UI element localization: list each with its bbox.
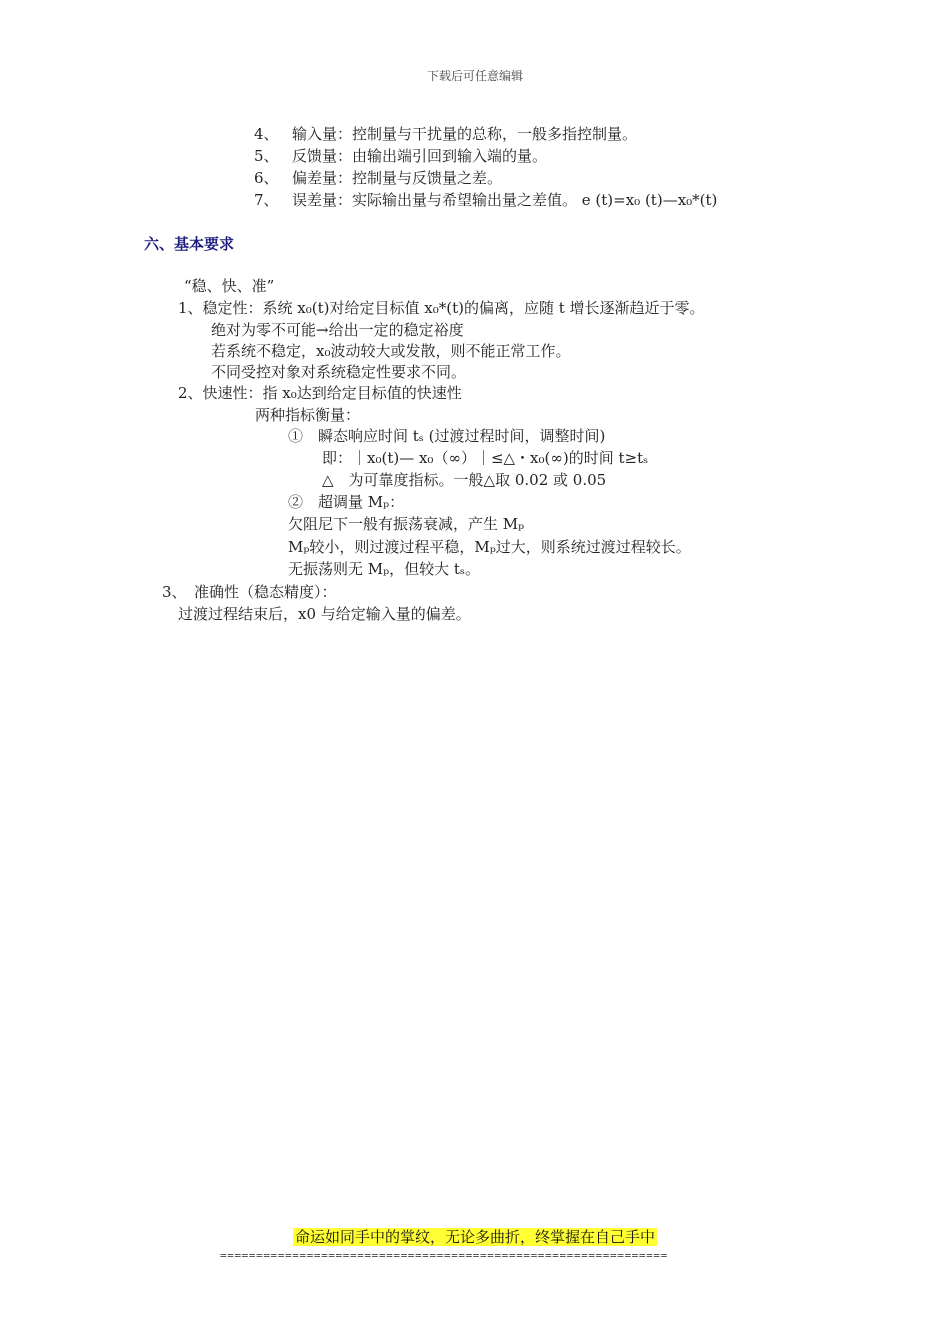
definition-item: 7、 误差量：实际输出量与希望输出量之差值。 e (t)=x₀ (t)—x₀*(t) (254, 191, 718, 209)
footer-rule: ============================================================== (220, 1249, 668, 1262)
text-line: ② 超调量 Mₚ： (288, 493, 405, 511)
footer-motto: 命运如同手中的掌纹，无论多曲折，终掌握在自己手中 (294, 1228, 655, 1246)
definition-item: 4、 输入量：控制量与干扰量的总称，一般多指控制量。 (254, 125, 638, 143)
text-line: 若系统不稳定，x₀波动较大或发散，则不能正常工作。 (211, 342, 571, 360)
text-line: 即：｜x₀(t)— x₀（∞）｜≤△・x₀(∞)的时间 t≥tₛ (322, 449, 649, 467)
text-line: 2、快速性：指 x₀达到给定目标值的快速性 (178, 384, 462, 402)
text-line: ① 瞬态响应时间 tₛ (过渡过程时间，调整时间) (288, 427, 606, 445)
text-line: 过渡过程结束后，x0 与给定输入量的偏差。 (178, 605, 471, 623)
page-header: 下载后可任意编辑 (426, 69, 523, 83)
definition-item: 5、 反馈量：由输出端引回到输入端的量。 (254, 147, 548, 165)
footer-motto-row (0, 1227, 950, 1247)
text-line: 无振荡则无 Mₚ，但较大 tₛ。 (288, 560, 480, 578)
definition-item: 6、 偏差量：控制量与反馈量之差。 (254, 169, 503, 187)
section-title: 六、基本要求 (144, 235, 235, 253)
text-line: △ 为可靠度指标。一般△取 0.02 或 0.05 (322, 471, 607, 489)
text-line: 不同受控对象对系统稳定性要求不同。 (211, 363, 467, 381)
text-line: 3、 准确性（稳态精度）： (162, 583, 337, 601)
text-line: 两种指标衡量： (255, 406, 361, 424)
text-line: “稳、快、准” (184, 277, 275, 295)
text-line: Mₚ较小，则过渡过程平稳，Mₚ过大，则系统过渡过程较长。 (288, 538, 691, 556)
text-line: 1、稳定性：系统 x₀(t)对给定目标值 x₀*(t)的偏离，应随 t 增长逐渐趋近于零。 (178, 299, 705, 317)
text-line: 欠阻尼下一般有振荡衰减，产生 Mₚ (288, 515, 525, 533)
text-line: 绝对为零不可能→给出一定的稳定裕度 (211, 321, 464, 339)
